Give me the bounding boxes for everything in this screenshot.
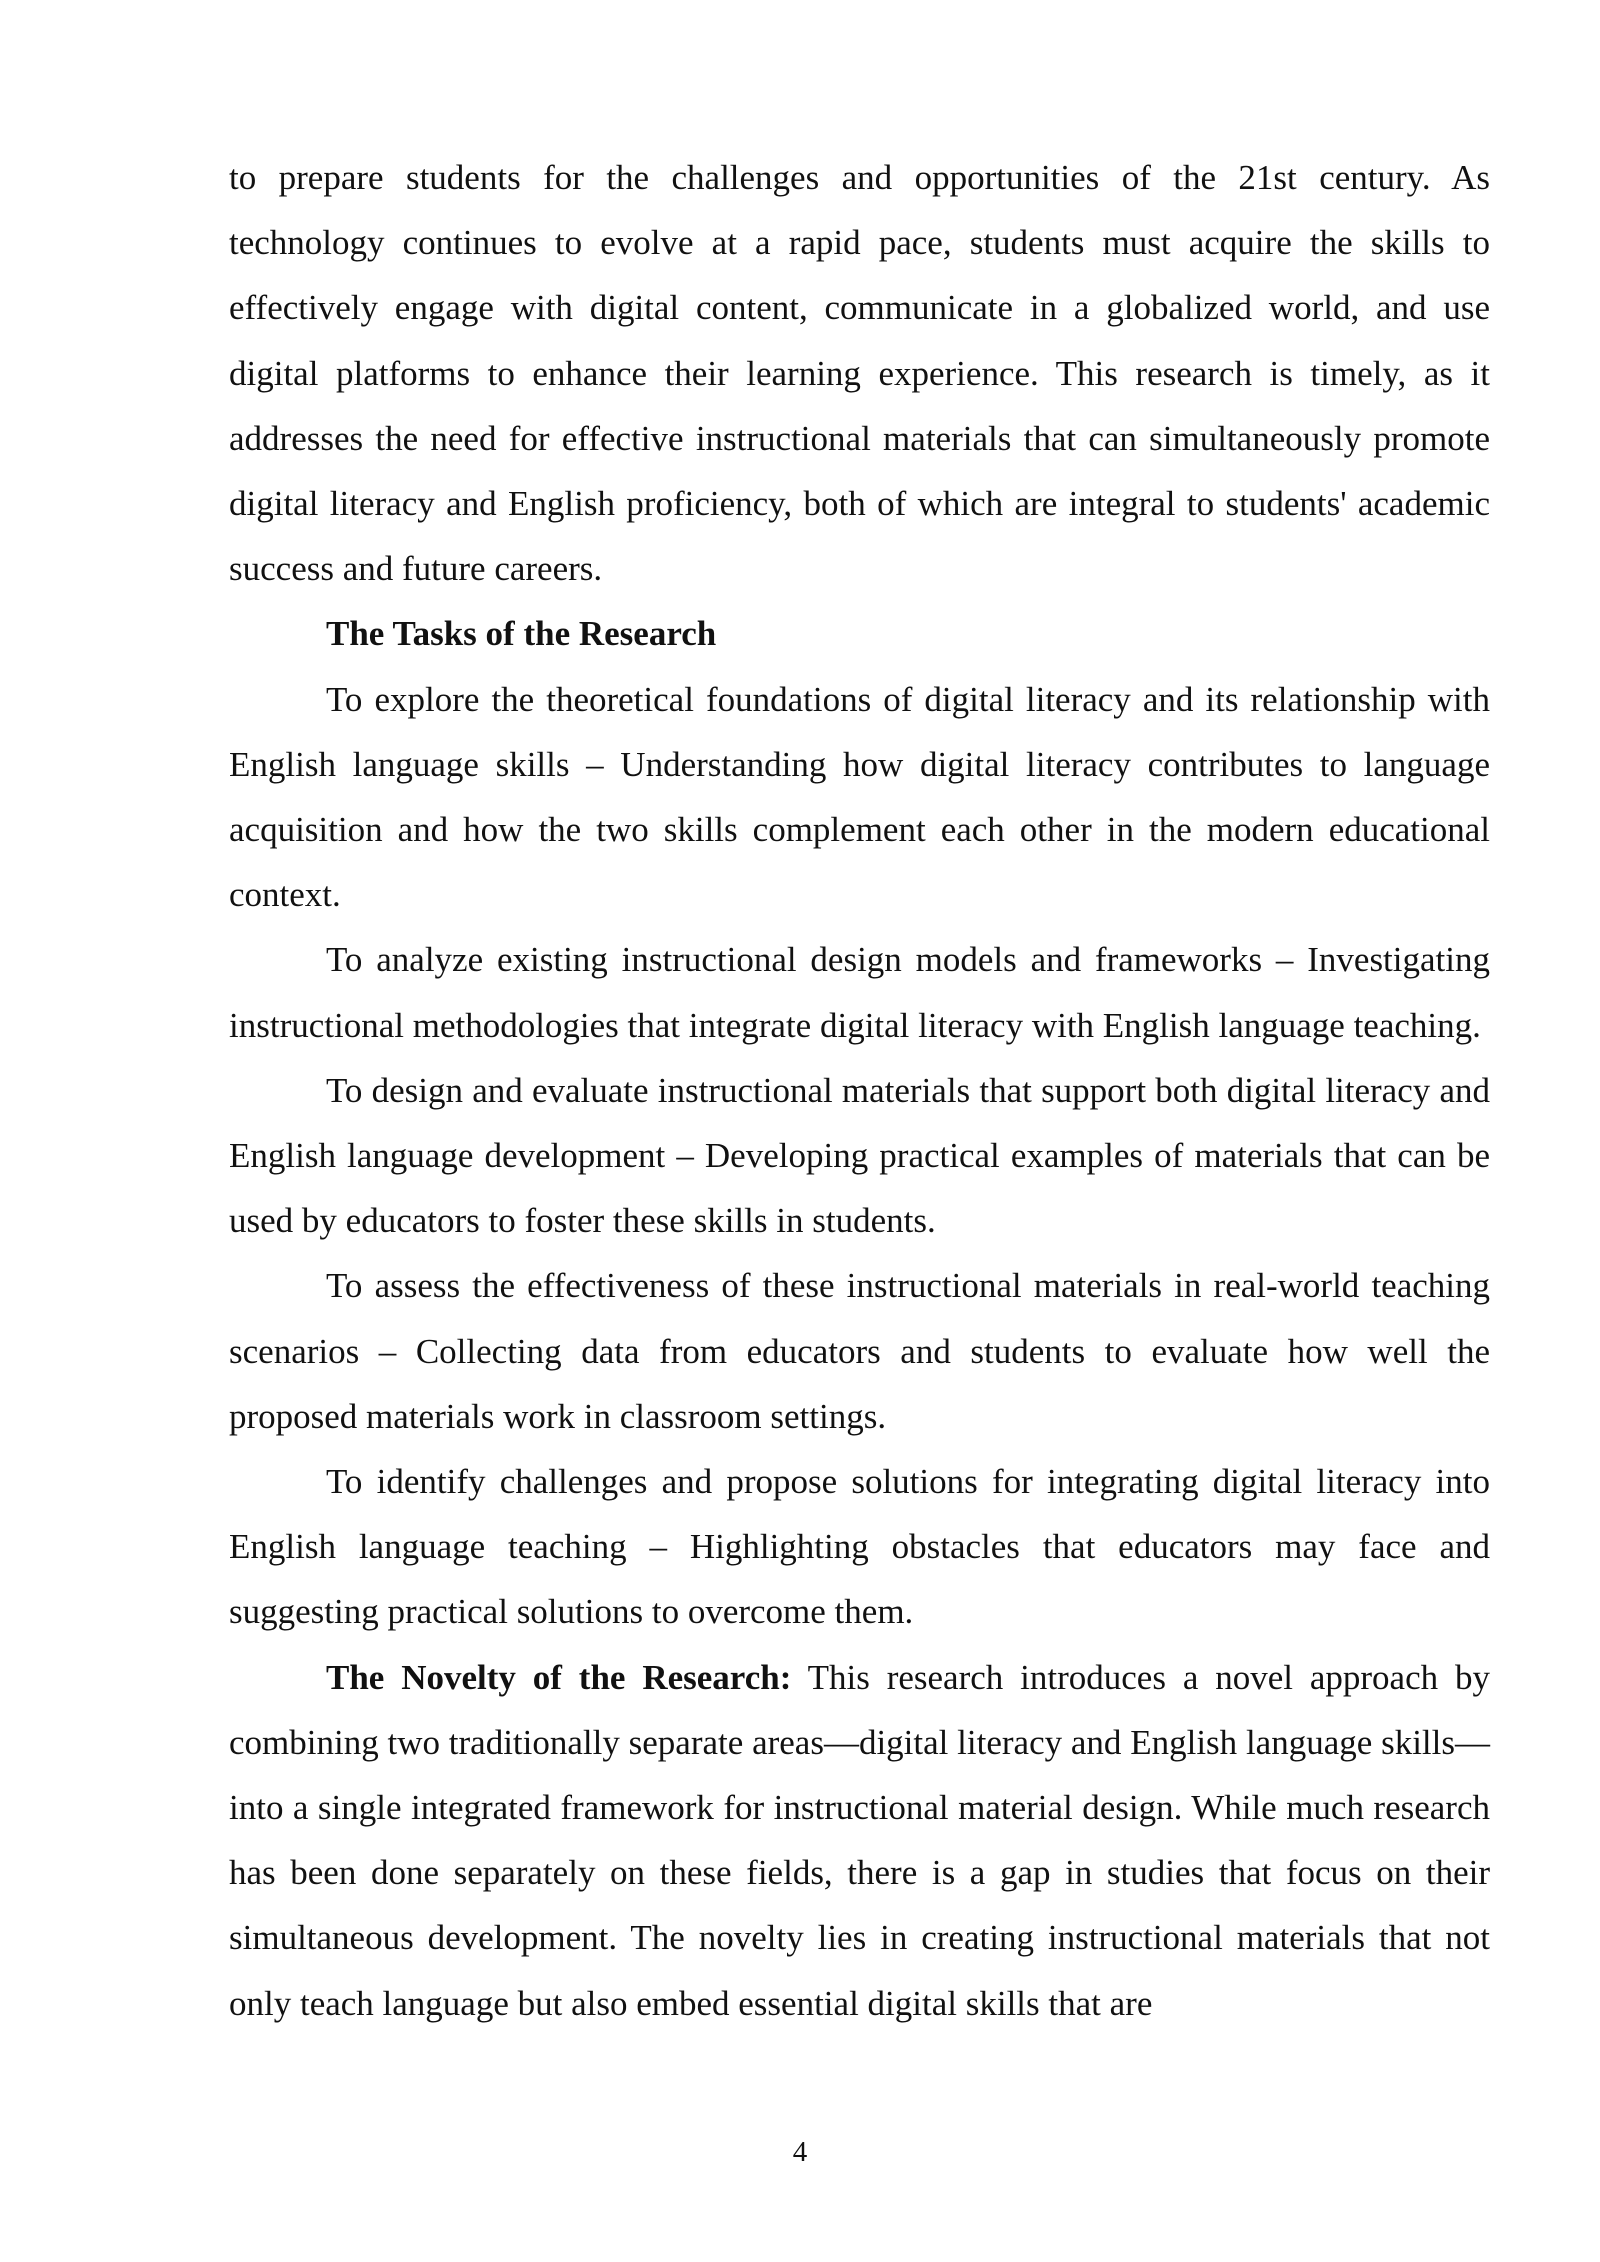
novelty-text: This research introduces a novel approach by combining two traditionally separate areas—digital literacy and English language skills—into a single integrated framework for instructional material design. While much research has been done separately on these fields, there is a gap in studies that focus on their simultaneous development. The novelty lies in creating instructional materials that not only teach language but also embed essential digital skills that are (229, 1657, 1490, 2023)
novelty-paragraph (229, 1645, 1490, 2036)
task-paragraph-5: To identify challenges and propose solutions for integrating digital literacy into English language teaching – Highlighting obstacles that educators may face and suggesting practical solutions to overcome them. (229, 1462, 1490, 1632)
task-paragraph-1: To explore the theoretical foundations of digital literacy and its relationship with English language skills – Understanding how digital literacy contributes to language acquisition and how the two skills complement each other in the modern educational context. (229, 679, 1490, 915)
task-paragraph-3: To design and evaluate instructional materials that support both digital literacy and English language development – Developing practical examples of materials that can be used by educators to foster these skills in students. (229, 1070, 1490, 1241)
task-paragraph-4: To assess the effectiveness of these instructional materials in real-world teaching scenarios – Collecting data from educators and students to evaluate how well the proposed materials work in classroom settings. (229, 1266, 1490, 1436)
intro-paragraph: to prepare students for the challenges and opportunities of the 21st century. As technology continues to evolve at a rapid pace, students must acquire the skills to effectively engage with digital content, communicate in a globalized world, and use digital platforms to enhance their learning experience. This research is timely, as it addresses the need for effective instructional materials that can simultaneously promote digital literacy and English proficiency, both of which are integral to students' academic success and future careers. (229, 158, 1490, 589)
page-number: 4 (792, 2136, 808, 2168)
task-paragraph-2: To analyze existing instructional design models and frameworks – Investigating instructional methodologies that integrate digital literacy with English language teaching. (229, 940, 1490, 1045)
tasks-heading: The Tasks of the Research (326, 614, 717, 654)
body-text (229, 145, 1490, 2036)
novelty-label: The Novelty of the Research: (326, 1657, 792, 1697)
